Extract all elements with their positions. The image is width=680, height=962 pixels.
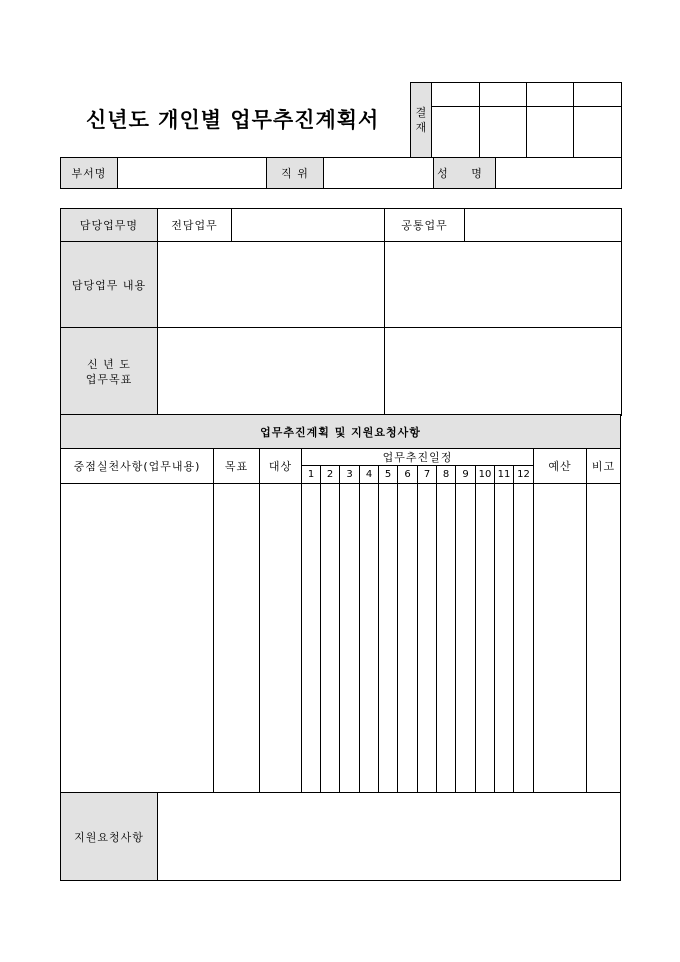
exclusive-duty-field[interactable]	[232, 209, 385, 242]
name-label: 성 명	[434, 158, 496, 189]
plan-section-title: 업무추진계획 및 지원요청사항	[61, 415, 621, 449]
target-field[interactable]	[260, 484, 302, 793]
approval-sign-cell-2[interactable]	[480, 107, 527, 158]
exclusive-duty-label: 전담업무	[158, 209, 232, 242]
month-cell[interactable]	[476, 484, 495, 793]
approval-sign-cell-4[interactable]	[574, 107, 622, 158]
duty-content-exclusive-field[interactable]	[158, 242, 385, 328]
col-budget-header: 예산	[534, 449, 587, 484]
month-header: 4	[360, 466, 379, 484]
month-cell[interactable]	[437, 484, 456, 793]
col-item-header: 중점실천사항(업무내용)	[61, 449, 214, 484]
duty-table	[60, 208, 622, 416]
month-header: 5	[379, 466, 398, 484]
month-header: 2	[321, 466, 340, 484]
position-field[interactable]	[324, 158, 434, 189]
goal-label-line1: 신 년 도	[87, 357, 131, 371]
month-header: 9	[456, 466, 476, 484]
month-header: 12	[514, 466, 534, 484]
goal-label-line2: 업무목표	[85, 372, 133, 386]
col-note-header: 비고	[587, 449, 621, 484]
col-goal-header: 목표	[214, 449, 260, 484]
month-header: 3	[340, 466, 360, 484]
month-cell[interactable]	[302, 484, 321, 793]
month-header: 7	[418, 466, 437, 484]
month-cell[interactable]	[379, 484, 398, 793]
support-field[interactable]	[158, 793, 620, 880]
duty-name-label: 담당업무명	[61, 209, 158, 242]
approval-sign-cell-1[interactable]	[432, 107, 480, 158]
note-field[interactable]	[587, 484, 621, 793]
month-header: 11	[495, 466, 514, 484]
dept-field[interactable]	[118, 158, 267, 189]
col-target-header: 대상	[260, 449, 302, 484]
budget-field[interactable]	[534, 484, 587, 793]
duty-content-common-field[interactable]	[385, 242, 622, 328]
month-cell[interactable]	[456, 484, 476, 793]
approval-label-bottom: 재	[415, 121, 427, 134]
info-table	[60, 157, 622, 189]
common-duty-field[interactable]	[465, 209, 622, 242]
month-cell[interactable]	[340, 484, 360, 793]
col-schedule-header: 업무추진일정	[302, 449, 534, 466]
month-header: 1	[302, 466, 321, 484]
month-cell[interactable]	[514, 484, 534, 793]
month-header: 10	[476, 466, 495, 484]
month-cell[interactable]	[495, 484, 514, 793]
month-header: 6	[398, 466, 418, 484]
approval-title-cell-2	[480, 83, 527, 107]
month-cell[interactable]	[398, 484, 418, 793]
support-row	[61, 793, 621, 881]
document-title: 신년도 개인별 업무추진계획서	[86, 107, 380, 132]
plan-table	[60, 414, 621, 881]
position-label: 직 위	[267, 158, 324, 189]
goal-exclusive-field[interactable]	[158, 328, 385, 416]
dept-label: 부서명	[61, 158, 118, 189]
approval-title-cell-4	[574, 83, 622, 107]
goal-field[interactable]	[214, 484, 260, 793]
goal-label	[61, 328, 158, 416]
month-cell[interactable]	[321, 484, 340, 793]
goal-common-field[interactable]	[385, 328, 622, 416]
month-cell[interactable]	[418, 484, 437, 793]
approval-sign-cell-3[interactable]	[527, 107, 574, 158]
approval-title-cell-1	[432, 83, 480, 107]
approval-label-top: 결	[415, 106, 427, 119]
approval-label	[411, 83, 432, 158]
approval-title-cell-3	[527, 83, 574, 107]
month-cell[interactable]	[360, 484, 379, 793]
duty-content-label: 담당업무 내용	[61, 242, 158, 328]
item-field[interactable]	[61, 484, 214, 793]
common-duty-label: 공통업무	[385, 209, 465, 242]
support-label: 지원요청사항	[61, 793, 158, 880]
name-field[interactable]	[496, 158, 622, 189]
month-header: 8	[437, 466, 456, 484]
approval-box	[410, 82, 622, 158]
